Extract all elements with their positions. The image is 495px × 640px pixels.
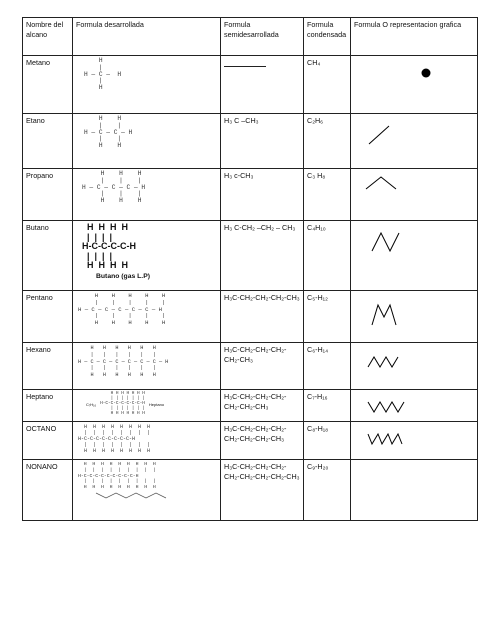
table-row	[23, 343, 478, 390]
table-row	[23, 291, 478, 343]
heptane-formula-label: C₇H₁₆	[86, 401, 97, 407]
structure-text: H H H H H H | | | | | | H — C — C — C — C — C — C — H | | | | | | H H H H H H	[78, 345, 169, 379]
condensed-formula: C₇-H₁₆	[304, 390, 351, 422]
graphic-cell	[351, 169, 478, 221]
propane-graphic	[354, 171, 474, 216]
table-row	[23, 390, 478, 422]
alkane-name: Metano	[23, 56, 73, 114]
graphic-cell	[351, 291, 478, 343]
header-row	[23, 18, 478, 56]
condensed-formula: C₄H₁₀	[304, 221, 351, 291]
header-graphic: Formula O representacion grafica	[351, 18, 478, 56]
structure-text: H H H H H H H | | | | | | | H-C-C-C-C-C-C-C-H | | | | | | | H H H H H H H	[100, 391, 145, 416]
semi-formula: H₃C-CH₂-CH₂-CH₂-CH₂-CH₃	[221, 343, 304, 390]
developed-formula	[73, 460, 221, 521]
heptane-figure	[86, 392, 217, 417]
alkane-name: OCTANO	[23, 422, 73, 460]
graphic-cell	[351, 114, 478, 169]
developed-formula	[73, 343, 221, 390]
structure-text: H H H H H H H H H | | | | | | | | | H-C-C-C-C-C-C-C-C-C-H | | | | | | | | | H H H H H H H H H	[78, 462, 156, 491]
developed-formula	[73, 291, 221, 343]
alkane-name: Propano	[23, 169, 73, 221]
condensed-formula: C₂H₆	[304, 114, 351, 169]
alkane-name: Etano	[23, 114, 73, 169]
structure-text: H | H — C — H | H	[84, 57, 122, 92]
butane-caption: Butano (gas L.P)	[96, 272, 150, 280]
graphic-cell	[351, 460, 478, 521]
structure-text: H H H H | | | | H-C-C-C-C-H | | | | H H H H	[82, 222, 136, 270]
header-condensed: Formula condensada	[304, 18, 351, 56]
table-row	[23, 56, 478, 114]
condensed-formula: C₉-H₂₀	[304, 460, 351, 521]
condensed-formula: C₅-H₁₂	[304, 291, 351, 343]
graphic-cell	[351, 390, 478, 422]
developed-formula	[73, 169, 221, 221]
butane-graphic	[354, 223, 474, 283]
header-developed: Formula desarrollada	[73, 18, 221, 56]
hexane-graphic	[354, 345, 474, 385]
blank-line	[224, 58, 266, 67]
graphic-cell	[351, 56, 478, 114]
semi-formula	[221, 56, 304, 114]
developed-formula	[73, 422, 221, 460]
header-name: Nombre del alcano	[23, 18, 73, 56]
semi-formula: H₃C-CH₂-CH₂-CH₂-CH₃	[221, 291, 304, 343]
table-row	[23, 169, 478, 221]
semi-formula: H₃ C –CH₃	[221, 114, 304, 169]
ethane-line-graphic	[354, 116, 474, 164]
pentane-graphic	[354, 293, 474, 338]
condensed-formula: C₈-H₁₈	[304, 422, 351, 460]
dot-graphic	[354, 58, 474, 108]
heptane-graphic	[354, 392, 474, 418]
header-semi: Formula semidesarrollada	[221, 18, 304, 56]
table-row	[23, 460, 478, 521]
condensed-formula: C₃ H₈	[304, 169, 351, 221]
semi-formula: H₃ C-CH₂ –CH₂ – CH₃	[221, 221, 304, 291]
alkane-name: Pentano	[23, 291, 73, 343]
condensed-formula: C₆-H₁₄	[304, 343, 351, 390]
developed-formula	[73, 114, 221, 169]
graphic-cell	[351, 422, 478, 460]
structure-text: H H | | H — C — C — H | | H H	[84, 115, 133, 150]
semi-formula: H₃C-CH₂-CH₂-CH₂-CH₂-CH₂-CH₂-CH₃	[221, 422, 304, 460]
structure-text: H H H H H | | | | | H — C — C — C — C — C — H | | | | | H H H H H	[78, 292, 166, 327]
octane-graphic	[354, 424, 474, 454]
alkane-name: Butano	[23, 221, 73, 291]
developed-formula	[73, 390, 221, 422]
alkane-table	[22, 17, 478, 521]
structure-text: H H H | | | H — C — C — C — H | | | H H H	[82, 170, 146, 205]
table-row	[23, 114, 478, 169]
table-row	[23, 422, 478, 460]
graphic-cell	[351, 343, 478, 390]
developed-formula	[73, 221, 221, 291]
semi-formula: H₃C-CH₂-CH₂-CH₂-CH₂-CH₂-CH₂-CH₂-CH₃	[221, 460, 304, 521]
alkane-name: Hexano	[23, 343, 73, 390]
heptane-name-label: Heptano	[148, 401, 165, 407]
developed-formula	[73, 56, 221, 114]
graphic-cell	[351, 221, 478, 291]
semi-formula: H₃ c-CH₃	[221, 169, 304, 221]
semi-formula: H₃C-CH₂-CH₂-CH₂-CH₂-CH₂-CH₃	[221, 390, 304, 422]
nonane-zigzag-sketch	[76, 491, 216, 501]
table-row	[23, 221, 478, 291]
condensed-formula: CH₄	[304, 56, 351, 114]
structure-text: H H H H H H H H | | | | | | | | H-C-C-C-C-C-C-C-C-H | | | | | | | | H H H H H H H H	[78, 424, 151, 454]
alkane-name: NONANO	[23, 460, 73, 521]
alkane-name: Heptano	[23, 390, 73, 422]
